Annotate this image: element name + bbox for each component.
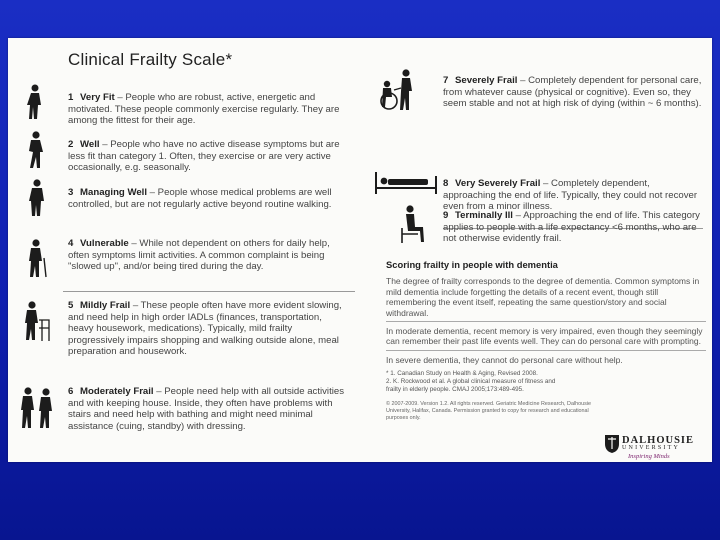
- wheelchair-icon: [372, 68, 432, 112]
- copyright-notice: © 2007-2009. Version 1.2. All rights reserved. Geriatric Medicine Research, Dalhousie University, Halifax, Canada. Permission granted to copy for research and educational purposes only.: [386, 401, 592, 422]
- category-2: 2 Well – People who have no active disease symptoms but are less fit than category 1. Often, they exercise or are very active occasionally, e.g. seasonally.: [68, 139, 340, 174]
- category-3: 3 Managing Well – People whose medical problems are well controlled, but are not regularly active beyond routine walking.: [68, 187, 332, 210]
- category-4: 4 Vulnerable – While not dependent on others for daily help, often symptoms limit activities. A common complaint is being "slowed up", and/or being tired during the day.: [68, 238, 330, 273]
- person-with-cane-icon: [24, 238, 50, 278]
- dementia-section: [386, 260, 706, 422]
- person-icon: [26, 179, 48, 217]
- seated-person-icon: [398, 204, 428, 244]
- category-7: 7 Severely Frail – Completely dependent for personal care, from whatever cause (physical or cognitive). Even so, they seem stable and not at high risk of dying (within ~ 6 months).: [443, 75, 702, 110]
- left-column: [8, 38, 358, 462]
- frailty-scale-card: [8, 38, 712, 462]
- dementia-title: Scoring frailty in people with dementia: [386, 259, 558, 270]
- assisted-walking-icon: [18, 386, 58, 430]
- standing-person-icon: [24, 84, 46, 120]
- walking-person-icon: [24, 131, 48, 169]
- category-8: 8 Very Severely Frail – Completely dependent, approaching the end of life. Typically, they could not recover even from a minor illness.: [443, 178, 698, 213]
- category-5: 5 Mildly Frail – These people often have more evident slowing, and need help in high order IADLs (finances, transportation, heavy housework, medications). Typically, mild frailty progressively impairs shopping and walking outside alone, meal preparation and housework.: [68, 300, 342, 358]
- dalhousie-logo: DALHOUSIE UNIVERSITY Inspiring Minds: [600, 432, 712, 460]
- page-title: Clinical Frailty Scale*: [68, 50, 233, 69]
- bed-icon: [374, 168, 438, 196]
- right-column: [368, 38, 712, 462]
- category-1: 1 Very Fit – People who are robust, active, energetic and motivated. These people commonly exercise regularly. They are among the fittest for their age.: [68, 92, 340, 127]
- references: * 1. Canadian Study on Health & Aging, Revised 2008. 2. K. Rockwood et al. A global clinical measure of fitness and frailty in elderly people. CMAJ 2005;173:489-495.: [386, 370, 556, 394]
- university-crest-icon: [604, 434, 620, 454]
- divider: [63, 291, 355, 292]
- person-with-walker-icon: [22, 300, 52, 342]
- dementia-paragraph: In severe dementia, they cannot do personal care without help.: [386, 354, 623, 365]
- dementia-paragraph: The degree of frailty corresponds to the degree of dementia. Common symptoms in mild dementia include forgetting the details of a recent event, though still remembering the event itself, repeating the same question/story and social withdrawal.: [386, 276, 700, 318]
- category-9: 9 Terminally Ill – Approaching the end of life. This category applies to people with a life expectancy <6 months, who are not otherwise evidently frail.: [443, 210, 700, 245]
- dementia-paragraph: In moderate dementia, recent memory is very impaired, even though they seemingly can remember their past life events well. They can do personal care with prompting.: [386, 326, 703, 347]
- category-6: 6 Moderately Frail – People need help with all outside activities and with keeping house. Inside, they often have problems with stairs and need help with bathing and might need minimal assistance (cuing, standby) with dressing.: [68, 386, 344, 432]
